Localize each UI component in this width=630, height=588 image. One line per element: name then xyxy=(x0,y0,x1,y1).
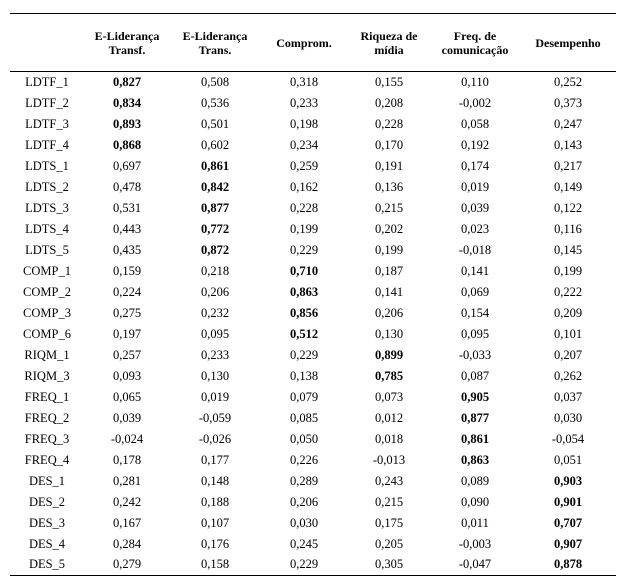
loading-cell: 0,095 xyxy=(460,326,490,341)
loading-cell: 0,207 xyxy=(553,347,583,362)
loading-cell: 0,284 xyxy=(112,536,142,551)
row-label: LDTF_1 xyxy=(25,74,69,89)
loading-cell: 0,478 xyxy=(112,179,142,194)
table-row xyxy=(10,303,616,324)
row-label: LDTF_2 xyxy=(25,95,69,110)
row-label: RIQM_1 xyxy=(24,347,70,362)
loading-cell: 0,868 xyxy=(112,137,142,152)
loading-cell: 0,019 xyxy=(460,179,490,194)
loading-cell: 0,050 xyxy=(289,431,319,446)
loading-cell: 0,095 xyxy=(200,326,230,341)
header-desempenho: Desempenho xyxy=(520,14,616,72)
loading-cell: 0,710 xyxy=(289,263,319,278)
table-row xyxy=(10,534,616,555)
table-row xyxy=(10,387,616,408)
loading-cell: 0,234 xyxy=(289,137,319,152)
table-row xyxy=(10,240,616,261)
loading-cell: 0,531 xyxy=(112,200,142,215)
loading-cell: 0,192 xyxy=(460,137,490,152)
loading-cell: 0,199 xyxy=(553,263,583,278)
row-label: LDTF_4 xyxy=(25,137,69,152)
loading-cell: 0,215 xyxy=(374,200,404,215)
row-label: FREQ_2 xyxy=(24,410,70,425)
loading-cell: 0,178 xyxy=(112,452,142,467)
table-row xyxy=(10,156,616,177)
loading-cell: 0,018 xyxy=(374,431,404,446)
loading-cell: 0,199 xyxy=(374,242,404,257)
row-label: LDTS_1 xyxy=(25,158,69,173)
loading-cell: 0,834 xyxy=(112,95,142,110)
loading-cell: 0,154 xyxy=(460,305,490,320)
loading-cell: 0,149 xyxy=(553,179,583,194)
loading-cell: 0,039 xyxy=(112,410,142,425)
loading-cell: 0,602 xyxy=(200,137,230,152)
loading-cell: 0,065 xyxy=(112,389,142,404)
row-label: COMP_6 xyxy=(23,326,71,341)
loading-cell: 0,051 xyxy=(553,452,583,467)
loading-cell: 0,247 xyxy=(553,116,583,131)
loading-cell: 0,023 xyxy=(460,221,490,236)
row-label: COMP_3 xyxy=(23,305,71,320)
table-row xyxy=(10,408,616,429)
loading-cell: 0,243 xyxy=(374,473,404,488)
table-row xyxy=(10,177,616,198)
header-cell-empty xyxy=(10,14,84,72)
loading-cell: 0,907 xyxy=(553,536,583,551)
loading-cell: 0,856 xyxy=(289,305,319,320)
loading-cell: 0,536 xyxy=(200,95,230,110)
row-label: LDTS_5 xyxy=(25,242,69,257)
loading-cell: 0,501 xyxy=(200,116,230,131)
loading-cell: 0,110 xyxy=(461,74,489,89)
cross-loadings-table xyxy=(10,13,616,576)
table-row xyxy=(10,324,616,345)
loading-cell: 0,170 xyxy=(374,137,404,152)
loading-cell: 0,877 xyxy=(460,410,490,425)
loading-cell: 0,199 xyxy=(289,221,319,236)
loading-cell: 0,305 xyxy=(348,555,430,576)
loading-cell: 0,202 xyxy=(374,221,404,236)
loading-cell: 0,863 xyxy=(460,452,490,467)
loading-cell: 0,697 xyxy=(112,158,142,173)
loading-cell: 0,205 xyxy=(374,536,404,551)
cross-loadings-table-container xyxy=(10,13,616,576)
loading-cell: 0,861 xyxy=(200,158,230,173)
loading-cell: 0,252 xyxy=(553,74,583,89)
loading-cell: 0,107 xyxy=(200,515,230,530)
table-row xyxy=(10,429,616,450)
loading-cell: 0,245 xyxy=(289,536,319,551)
table-row xyxy=(10,261,616,282)
loading-cell: 0,217 xyxy=(553,158,583,173)
row-label: LDTS_2 xyxy=(25,179,69,194)
loading-cell: 0,101 xyxy=(553,326,583,341)
loading-cell: 0,262 xyxy=(553,368,583,383)
table-row xyxy=(10,513,616,534)
loading-cell: 0,861 xyxy=(460,431,490,446)
loading-cell: 0,209 xyxy=(553,305,583,320)
loading-cell: 0,141 xyxy=(460,263,490,278)
loading-cell: 0,198 xyxy=(289,116,319,131)
loading-cell: 0,508 xyxy=(200,74,230,89)
loading-cell: 0,155 xyxy=(374,74,404,89)
row-label: DES_1 xyxy=(28,473,66,488)
loading-cell: 0,905 xyxy=(460,389,490,404)
table-row xyxy=(10,345,616,366)
loading-cell: -0,003 xyxy=(458,536,492,551)
loading-cell: 0,279 xyxy=(84,555,170,576)
loading-cell: 0,289 xyxy=(289,473,319,488)
loading-cell: 0,877 xyxy=(200,200,230,215)
loading-cell: 0,159 xyxy=(112,263,142,278)
loading-cell: 0,037 xyxy=(553,389,583,404)
loading-cell: 0,167 xyxy=(112,515,142,530)
row-label: COMP_2 xyxy=(23,284,71,299)
loading-cell: 0,373 xyxy=(553,95,583,110)
header-freq-de-comunicacao: Freq. de comunicação xyxy=(430,14,520,72)
row-label: RIQM_3 xyxy=(24,368,70,383)
loading-cell: -0,024 xyxy=(110,431,144,446)
loading-cell: 0,188 xyxy=(200,494,230,509)
loading-cell: 0,019 xyxy=(200,389,230,404)
row-label: LDTS_3 xyxy=(25,200,69,215)
loading-cell: 0,206 xyxy=(289,494,319,509)
loading-cell: 0,224 xyxy=(112,284,142,299)
loading-cell: 0,116 xyxy=(554,221,582,236)
table-row xyxy=(10,135,616,156)
table-row xyxy=(10,471,616,492)
loading-cell: 0,215 xyxy=(374,494,404,509)
loading-cell: 0,012 xyxy=(374,410,404,425)
loading-cell: 0,232 xyxy=(200,305,230,320)
loading-cell: 0,707 xyxy=(553,515,583,530)
loading-cell: 0,089 xyxy=(460,473,490,488)
loading-cell: 0,233 xyxy=(289,95,319,110)
loading-cell: 0,899 xyxy=(374,347,404,362)
row-label: LDTS_4 xyxy=(25,221,69,236)
loading-cell: 0,039 xyxy=(460,200,490,215)
loading-cell: 0,130 xyxy=(374,326,404,341)
loading-cell: 0,772 xyxy=(200,221,230,236)
table-row xyxy=(10,282,616,303)
loading-cell: 0,242 xyxy=(112,494,142,509)
table-body xyxy=(10,72,616,576)
loading-cell: 0,141 xyxy=(374,284,404,299)
loading-cell: -0,047 xyxy=(430,555,520,576)
loading-cell: 0,176 xyxy=(200,536,230,551)
row-label: FREQ_4 xyxy=(24,452,70,467)
loading-cell: 0,257 xyxy=(112,347,142,362)
loading-cell: 0,228 xyxy=(289,200,319,215)
loading-cell: 0,087 xyxy=(460,368,490,383)
table-row xyxy=(10,555,616,576)
loading-cell: 0,259 xyxy=(289,158,319,173)
loading-cell: 0,145 xyxy=(553,242,583,257)
loading-cell: 0,222 xyxy=(553,284,583,299)
loading-cell: 0,143 xyxy=(553,137,583,152)
loading-cell: 0,122 xyxy=(553,200,583,215)
loading-cell: 0,318 xyxy=(289,74,319,89)
row-label: DES_2 xyxy=(28,494,66,509)
loading-cell: 0,443 xyxy=(112,221,142,236)
loading-cell: -0,033 xyxy=(458,347,492,362)
loading-cell: -0,054 xyxy=(551,431,585,446)
loading-cell: 0,208 xyxy=(374,95,404,110)
header-row xyxy=(10,14,616,72)
loading-cell: 0,030 xyxy=(289,515,319,530)
header-riqueza-de-midia: Riqueza de mídia xyxy=(348,14,430,72)
loading-cell: -0,059 xyxy=(198,410,232,425)
loading-cell: 0,177 xyxy=(200,452,230,467)
table-row xyxy=(10,114,616,135)
loading-cell: 0,206 xyxy=(200,284,230,299)
loading-cell: 0,842 xyxy=(200,179,230,194)
header-e-lideranca-trans: E-Liderança Trans. xyxy=(170,14,260,72)
row-label: FREQ_3 xyxy=(24,431,70,446)
loading-cell: 0,085 xyxy=(289,410,319,425)
loading-cell: 0,901 xyxy=(553,494,583,509)
loading-cell: 0,903 xyxy=(553,473,583,488)
loading-cell: 0,011 xyxy=(461,515,489,530)
loading-cell: 0,827 xyxy=(112,74,142,89)
table-row xyxy=(10,450,616,471)
loading-cell: 0,158 xyxy=(170,555,260,576)
loading-cell: 0,174 xyxy=(460,158,490,173)
loading-cell: 0,863 xyxy=(289,284,319,299)
loading-cell: -0,026 xyxy=(198,431,232,446)
loading-cell: 0,136 xyxy=(374,179,404,194)
loading-cell: 0,138 xyxy=(289,368,319,383)
loading-cell: 0,281 xyxy=(112,473,142,488)
row-label: FREQ_1 xyxy=(24,389,70,404)
loading-cell: 0,229 xyxy=(289,242,319,257)
table-row xyxy=(10,219,616,240)
loading-cell: 0,090 xyxy=(460,494,490,509)
loading-cell: 0,218 xyxy=(200,263,230,278)
loading-cell: 0,162 xyxy=(289,179,319,194)
loading-cell: 0,878 xyxy=(520,555,616,576)
loading-cell: -0,013 xyxy=(372,452,406,467)
table-row xyxy=(10,492,616,513)
loading-cell: 0,275 xyxy=(112,305,142,320)
loading-cell: 0,093 xyxy=(112,368,142,383)
row-label: DES_4 xyxy=(28,536,66,551)
loading-cell: 0,187 xyxy=(374,263,404,278)
loading-cell: 0,785 xyxy=(374,368,404,383)
loading-cell: 0,148 xyxy=(200,473,230,488)
row-label: DES_5 xyxy=(10,555,84,576)
loading-cell: 0,229 xyxy=(260,555,348,576)
row-label: LDTF_3 xyxy=(25,116,69,131)
loading-cell: 0,073 xyxy=(374,389,404,404)
row-label: COMP_1 xyxy=(23,263,71,278)
table-row xyxy=(10,366,616,387)
loading-cell: 0,191 xyxy=(374,158,404,173)
loading-cell: 0,030 xyxy=(553,410,583,425)
loading-cell: 0,069 xyxy=(460,284,490,299)
loading-cell: 0,226 xyxy=(289,452,319,467)
loading-cell: 0,228 xyxy=(374,116,404,131)
loading-cell: 0,435 xyxy=(112,242,142,257)
loading-cell: 0,206 xyxy=(374,305,404,320)
table-row xyxy=(10,198,616,219)
loading-cell: 0,079 xyxy=(289,389,319,404)
loading-cell: 0,893 xyxy=(112,116,142,131)
loading-cell: 0,229 xyxy=(289,347,319,362)
row-label: DES_3 xyxy=(28,515,66,530)
table-row xyxy=(10,72,616,93)
loading-cell: 0,130 xyxy=(200,368,230,383)
loading-cell: 0,233 xyxy=(200,347,230,362)
header-e-lideranca-transf: E-Liderança Transf. xyxy=(84,14,170,72)
loading-cell: 0,175 xyxy=(374,515,404,530)
loading-cell: -0,018 xyxy=(458,242,492,257)
loading-cell: 0,512 xyxy=(289,326,319,341)
loading-cell: 0,872 xyxy=(200,242,230,257)
header-comprom: Comprom. xyxy=(260,14,348,72)
loading-cell: -0,002 xyxy=(458,95,492,110)
loading-cell: 0,058 xyxy=(460,116,490,131)
table-row xyxy=(10,93,616,114)
loading-cell: 0,197 xyxy=(112,326,142,341)
